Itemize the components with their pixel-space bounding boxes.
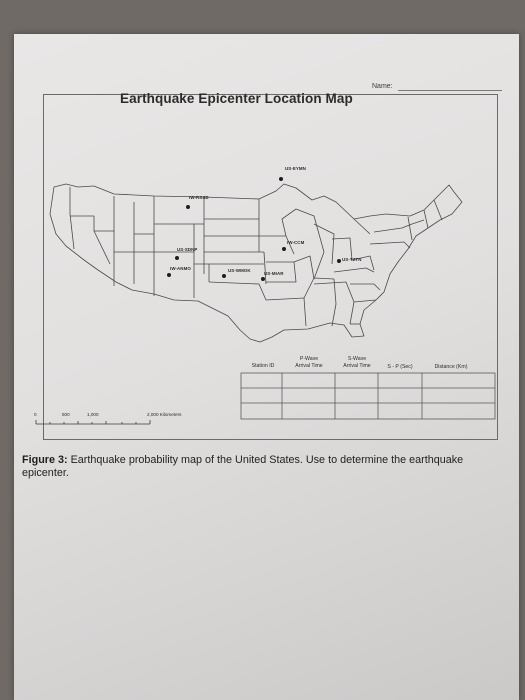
map-title: Earthquake Epicenter Location Map [120, 91, 353, 106]
station-marker [337, 259, 341, 263]
station-marker [261, 277, 265, 281]
station-label: IW-CCM [287, 240, 305, 245]
scale-tick-label: 500 [62, 412, 70, 417]
scale-tick-label: 1,000 [87, 412, 99, 417]
figure-caption-text: Earthquake probability map of the United States. Use to determine the earthquake epicenter. [22, 454, 464, 479]
us-outline [50, 184, 462, 342]
station-marker [279, 177, 283, 181]
scale-tick-label: 2,000 Kilometers [147, 412, 182, 417]
station-label: US-EYMN [285, 166, 306, 171]
station-label: US-WMOK [228, 268, 251, 273]
station-marker [222, 274, 226, 278]
table-header-s-minus-p: S - P (Sec) [387, 364, 413, 370]
station-label: US-MIAR [264, 271, 284, 276]
station-marker [282, 247, 286, 251]
table-header-distance: Distance (Km) [434, 364, 468, 370]
name-label: Name: [372, 83, 393, 90]
station-label: US-SDNP [177, 247, 198, 252]
table-header-p-wave: P-Wave Arrival Time [295, 356, 323, 369]
table-header-s-wave: S-Wave Arrival Time [343, 356, 371, 369]
figure-caption-label: Figure 3: [22, 454, 68, 466]
us-state-map [14, 34, 519, 454]
worksheet-page [14, 34, 519, 700]
station-label: IW-ANMO [170, 266, 191, 271]
station-marker [186, 205, 190, 209]
figure-caption [22, 454, 502, 480]
data-table-grid [241, 373, 495, 419]
table-header-station-id: Station ID [251, 363, 275, 369]
station-label: IW-RSSD [189, 195, 209, 200]
station-marker [167, 273, 171, 277]
station-label: US-TZTN [342, 257, 362, 262]
station-marker [175, 256, 179, 260]
scale-tick-label: 0 [34, 412, 37, 417]
